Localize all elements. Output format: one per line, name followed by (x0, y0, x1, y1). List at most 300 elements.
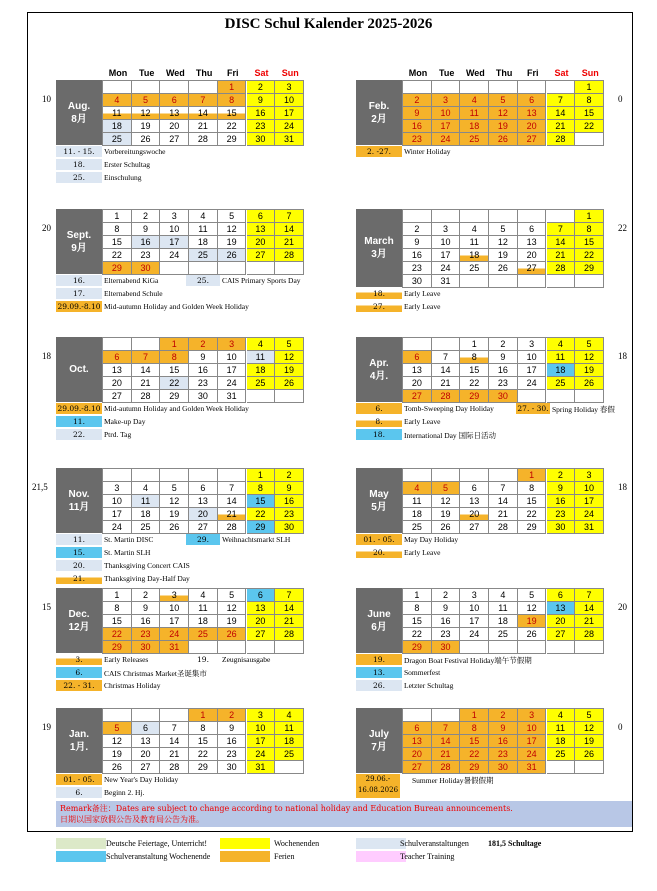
day-cell: 30 (489, 761, 518, 774)
note-date-tag: 8. (356, 416, 402, 427)
school-days-count: 19 (42, 722, 51, 732)
month-name: Oct. (69, 364, 89, 375)
note-date-tag: 18. (56, 159, 102, 170)
day-cell: 8 (247, 482, 276, 495)
day-cell: 17 (518, 364, 547, 377)
note-text: Sommerfest (404, 668, 441, 677)
day-cell: 10 (218, 351, 247, 364)
day-cell: 1 (103, 210, 132, 223)
day-cell: 28 (575, 628, 604, 641)
day-cell: 11 (132, 495, 161, 508)
day-cell: 22 (218, 120, 247, 133)
day-cell: 7 (432, 722, 461, 735)
day-cell: 15 (160, 364, 189, 377)
school-days-count: 22 (618, 223, 627, 233)
day-cell: 17 (432, 249, 461, 262)
note-text: Summer Holiday暑假假期 (412, 776, 494, 785)
day-cell: 20 (518, 120, 547, 133)
month-name: May (369, 488, 389, 500)
remark-line-1: Remark备注：Dates are subject to change according to national holiday and Education Bureau announcements. (60, 804, 513, 813)
month-name-cn: 2月 (371, 113, 387, 125)
day-cell: 6 (518, 94, 547, 107)
month-label (56, 209, 102, 274)
day-cell: 28 (160, 761, 189, 774)
day-cell: 29 (518, 521, 547, 534)
day-cell: 3 (103, 482, 132, 495)
day-cell: 5 (432, 482, 461, 495)
day-cell: 30 (247, 133, 276, 146)
day-cell: 17 (103, 508, 132, 521)
day-cell (547, 81, 576, 94)
day-cell: 9 (403, 236, 432, 249)
day-cell: 18 (103, 120, 132, 133)
day-cell: 22 (103, 628, 132, 641)
day-cell: 14 (547, 236, 576, 249)
day-cell: 2 (489, 338, 518, 351)
day-cell: 7 (189, 94, 218, 107)
day-cell: 7 (575, 589, 604, 602)
day-cell: 23 (247, 120, 276, 133)
day-cell: 20 (547, 615, 576, 628)
month-grid (402, 468, 604, 534)
legend-swatch-ferien (220, 851, 270, 862)
note-date-tag-2: 29. (186, 534, 220, 545)
day-cell: 27 (403, 761, 432, 774)
day-cell: 28 (432, 761, 461, 774)
day-cell: 4 (275, 709, 304, 722)
day-cell: 3 (518, 709, 547, 722)
day-cell: 14 (132, 364, 161, 377)
school-days-count: 18 (618, 351, 627, 361)
note-text: New Year's Day Holiday (104, 775, 179, 784)
day-cell: 14 (160, 735, 189, 748)
note-text: St. Martin SLH (104, 548, 151, 557)
day-cell: 8 (218, 94, 247, 107)
day-cell (103, 709, 132, 722)
day-cell: 17 (160, 236, 189, 249)
day-cell: 1 (460, 338, 489, 351)
day-cell: 23 (547, 508, 576, 521)
day-cell: 10 (160, 602, 189, 615)
note-date-tag: 18. (356, 288, 402, 299)
day-cell (460, 210, 489, 223)
note-text: Mid-autumn Holiday and Golden Week Holiday (104, 302, 249, 311)
note-date-tag: 26. (356, 680, 402, 691)
day-cell (547, 641, 576, 654)
day-cell (275, 262, 304, 275)
day-cell: 24 (432, 262, 461, 275)
day-cell: 29 (218, 133, 247, 146)
day-cell: 5 (132, 94, 161, 107)
day-cell (575, 390, 604, 403)
month-grid (402, 588, 604, 654)
note-date-tag: 3. (56, 654, 102, 665)
day-cell: 19 (518, 615, 547, 628)
day-cell: 26 (489, 133, 518, 146)
day-cell: 28 (189, 133, 218, 146)
day-cell: 3 (460, 589, 489, 602)
day-cell: 15 (103, 236, 132, 249)
legend-label-schulveranstaltung-we: Schulveranstaltung Wochenende (106, 852, 211, 861)
day-cell: 29 (160, 390, 189, 403)
day-cell (489, 210, 518, 223)
day-cell: 11 (189, 223, 218, 236)
day-cell: 9 (275, 482, 304, 495)
day-cell: 30 (547, 521, 576, 534)
month-label (356, 337, 402, 402)
day-cell: 22 (247, 508, 276, 521)
school-days-count: 0 (618, 722, 623, 732)
day-cell: 20 (518, 249, 547, 262)
note-text: Einschulung (104, 173, 142, 182)
day-cell: 4 (403, 482, 432, 495)
day-cell: 19 (218, 236, 247, 249)
day-cell: 5 (275, 338, 304, 351)
day-cell: 24 (247, 748, 276, 761)
day-cell: 23 (403, 262, 432, 275)
day-cell: 30 (189, 390, 218, 403)
day-cell: 18 (460, 249, 489, 262)
day-cell (432, 709, 461, 722)
day-cell: 17 (160, 615, 189, 628)
day-cell (132, 709, 161, 722)
day-cell: 9 (247, 94, 276, 107)
day-cell (518, 210, 547, 223)
month-grid (102, 708, 304, 774)
day-cell: 20 (160, 120, 189, 133)
day-cell: 19 (489, 249, 518, 262)
day-cell: 19 (160, 508, 189, 521)
day-cell (160, 709, 189, 722)
day-cell: 25 (189, 628, 218, 641)
legend-swatch-schulveranstaltung-we (56, 851, 106, 862)
day-cell: 27 (247, 249, 276, 262)
day-cell: 16 (247, 107, 276, 120)
day-cell: 3 (160, 589, 189, 602)
month-grid (402, 708, 604, 774)
day-cell: 28 (547, 262, 576, 275)
month-name-cn: 8月 (71, 113, 87, 125)
day-cell: 4 (247, 338, 276, 351)
day-cell: 16 (132, 236, 161, 249)
day-cell: 22 (518, 508, 547, 521)
month-grid (102, 209, 304, 275)
day-cell: 7 (132, 351, 161, 364)
day-cell (489, 469, 518, 482)
day-cell: 29 (247, 521, 276, 534)
note-date-tag: 15. (56, 547, 102, 558)
day-cell (218, 262, 247, 275)
day-cell: 13 (103, 364, 132, 377)
day-cell: 30 (403, 275, 432, 288)
day-cell: 13 (518, 107, 547, 120)
day-cell: 23 (132, 628, 161, 641)
day-cell: 21 (575, 615, 604, 628)
day-cell: 25 (489, 628, 518, 641)
day-cell: 2 (489, 709, 518, 722)
day-cell: 6 (189, 482, 218, 495)
day-cell: 23 (432, 628, 461, 641)
day-cell: 18 (189, 236, 218, 249)
month-name: March (364, 236, 394, 247)
day-cell: 7 (218, 482, 247, 495)
school-days-count: 10 (42, 94, 51, 104)
day-cell: 5 (103, 722, 132, 735)
day-cell: 27 (160, 133, 189, 146)
note-text: Christmas Holiday (104, 681, 161, 690)
day-cell: 14 (275, 602, 304, 615)
day-cell: 24 (275, 120, 304, 133)
day-cell: 2 (247, 81, 276, 94)
day-cell: 11 (275, 722, 304, 735)
day-cell: 2 (275, 469, 304, 482)
day-cell: 27 (189, 521, 218, 534)
day-cell: 16 (489, 364, 518, 377)
note-date-tag-2: 19. (197, 655, 209, 664)
day-cell (403, 338, 432, 351)
school-days-count: 0 (618, 94, 623, 104)
note-date-tag: 2. -27. (356, 146, 402, 157)
day-cell (132, 81, 161, 94)
day-name: Mon (408, 68, 428, 78)
day-cell: 29 (460, 390, 489, 403)
day-cell: 12 (518, 602, 547, 615)
day-cell: 11 (547, 722, 576, 735)
day-cell: 10 (518, 722, 547, 735)
day-cell: 12 (218, 602, 247, 615)
day-cell: 18 (547, 735, 576, 748)
day-cell: 8 (160, 351, 189, 364)
day-cell (547, 210, 576, 223)
day-cell: 3 (518, 338, 547, 351)
day-cell: 28 (275, 249, 304, 262)
note-date-tag: 22. (56, 429, 102, 440)
day-cell: 22 (460, 748, 489, 761)
day-cell (160, 81, 189, 94)
day-cell: 4 (132, 482, 161, 495)
day-cell: 11 (547, 351, 576, 364)
day-cell: 25 (547, 377, 576, 390)
day-cell: 1 (403, 589, 432, 602)
day-cell: 29 (575, 262, 604, 275)
note-date-tag: 18. (356, 429, 402, 440)
day-cell: 10 (103, 495, 132, 508)
day-cell: 10 (247, 722, 276, 735)
day-cell: 24 (218, 377, 247, 390)
day-cell (247, 641, 276, 654)
note-text: Tomb-Sweeping Day Holiday (404, 404, 494, 413)
day-cell: 18 (460, 120, 489, 133)
month-name-cn: 12月 (68, 621, 90, 633)
day-cell: 16 (547, 495, 576, 508)
day-cell (103, 81, 132, 94)
day-cell: 22 (575, 249, 604, 262)
day-cell: 15 (403, 615, 432, 628)
day-cell: 4 (103, 94, 132, 107)
day-cell: 5 (489, 223, 518, 236)
day-cell: 12 (489, 236, 518, 249)
note-text: Vorbereitungswoche (104, 147, 166, 156)
month-name-cn: 11月 (68, 501, 90, 513)
day-cell (132, 338, 161, 351)
month-name: June (367, 608, 391, 620)
day-cell: 4 (489, 589, 518, 602)
day-cell: 5 (218, 210, 247, 223)
day-cell: 10 (275, 94, 304, 107)
note-text: Ptrd. Tag (104, 430, 132, 439)
day-cell: 9 (218, 722, 247, 735)
day-cell: 14 (547, 107, 576, 120)
day-cell (432, 81, 461, 94)
note-date-tag: 11. (56, 534, 102, 545)
day-cell: 19 (103, 748, 132, 761)
day-cell: 18 (132, 508, 161, 521)
day-cell: 19 (575, 735, 604, 748)
day-cell: 27 (132, 761, 161, 774)
school-days-count: 21,5 (32, 482, 48, 492)
page-title: DISC Schul Kalender 2025-2026 (224, 16, 433, 32)
month-grid (402, 209, 604, 288)
day-cell: 20 (403, 377, 432, 390)
day-cell (460, 469, 489, 482)
month-grid (402, 80, 604, 146)
legend-swatch-feiertage (56, 838, 106, 849)
day-cell: 9 (189, 351, 218, 364)
note-text: Winter Holiday (404, 147, 451, 156)
day-cell (547, 275, 576, 288)
month-grid (102, 468, 304, 534)
day-cell: 13 (403, 364, 432, 377)
day-cell: 23 (275, 508, 304, 521)
day-cell (575, 133, 604, 146)
day-cell: 3 (247, 709, 276, 722)
day-cell: 24 (460, 628, 489, 641)
day-cell: 30 (489, 390, 518, 403)
day-cell: 8 (575, 223, 604, 236)
day-cell: 24 (518, 377, 547, 390)
month-name-cn: 7月 (371, 741, 387, 753)
note-date-tag: 6. (56, 667, 102, 678)
day-cell: 21 (547, 249, 576, 262)
day-cell: 4 (189, 589, 218, 602)
day-cell: 9 (132, 602, 161, 615)
day-cell: 1 (160, 338, 189, 351)
day-cell: 17 (247, 735, 276, 748)
day-cell: 18 (403, 508, 432, 521)
day-cell: 16 (403, 249, 432, 262)
day-cell: 26 (575, 377, 604, 390)
day-cell: 24 (518, 748, 547, 761)
day-cell: 7 (160, 722, 189, 735)
school-days-count: 20 (618, 602, 627, 612)
day-cell: 12 (275, 351, 304, 364)
day-cell: 23 (218, 748, 247, 761)
day-cell: 1 (460, 709, 489, 722)
day-cell: 29 (103, 262, 132, 275)
school-days-count: 20 (42, 223, 51, 233)
day-cell: 3 (575, 469, 604, 482)
day-cell: 26 (218, 249, 247, 262)
note-date-tag-2: 27. - 30. (517, 404, 549, 413)
day-cell: 9 (489, 722, 518, 735)
day-cell: 18 (189, 615, 218, 628)
day-cell (575, 641, 604, 654)
day-cell: 9 (547, 482, 576, 495)
day-cell: 12 (103, 735, 132, 748)
month-name: Apr. (369, 357, 389, 369)
month-label (56, 80, 102, 145)
day-cell (432, 469, 461, 482)
day-cell: 10 (518, 351, 547, 364)
month-label (356, 708, 402, 773)
day-cell: 31 (432, 275, 461, 288)
day-cell: 20 (247, 615, 276, 628)
day-name: Fri (527, 68, 539, 78)
day-cell: 6 (247, 589, 276, 602)
day-cell (460, 641, 489, 654)
day-cell: 8 (460, 351, 489, 364)
day-cell: 12 (160, 495, 189, 508)
day-cell (518, 641, 547, 654)
day-cell (189, 469, 218, 482)
day-cell: 28 (218, 521, 247, 534)
day-cell: 2 (132, 589, 161, 602)
month-grid (102, 80, 304, 146)
day-cell: 3 (275, 81, 304, 94)
note-text: Mid-autumn Holiday and Golden Week Holiday (104, 404, 249, 413)
note-text-2: Weihnachtsmarkt SLH (222, 535, 291, 544)
day-cell: 26 (103, 761, 132, 774)
day-cell: 30 (432, 641, 461, 654)
day-cell: 9 (132, 223, 161, 236)
day-cell (460, 81, 489, 94)
day-cell: 27 (247, 628, 276, 641)
day-cell: 6 (518, 223, 547, 236)
note-date-tag: 6. (56, 787, 102, 798)
day-name: Sat (254, 68, 269, 78)
day-cell (518, 275, 547, 288)
day-cell: 14 (275, 223, 304, 236)
day-cell (489, 81, 518, 94)
month-name: Aug. (67, 100, 91, 112)
day-cell: 26 (132, 133, 161, 146)
day-cell: 18 (547, 364, 576, 377)
note-text-2: CAIS Primary Sports Day (222, 276, 301, 285)
day-cell: 6 (547, 589, 576, 602)
day-cell: 27 (547, 628, 576, 641)
note-text: Make-up Day (104, 417, 146, 426)
day-cell: 6 (132, 722, 161, 735)
day-cell: 2 (132, 210, 161, 223)
day-cell: 14 (432, 364, 461, 377)
day-cell: 12 (432, 495, 461, 508)
day-cell (218, 469, 247, 482)
day-cell: 22 (160, 377, 189, 390)
note-text: Thanksgiving Concert CAIS (104, 561, 190, 570)
note-date-tag: 20. (56, 560, 102, 571)
day-cell: 11 (489, 602, 518, 615)
day-cell (189, 262, 218, 275)
day-cell: 6 (103, 351, 132, 364)
day-cell: 21 (432, 377, 461, 390)
day-cell: 7 (489, 482, 518, 495)
day-cell: 19 (432, 508, 461, 521)
day-cell: 27 (460, 521, 489, 534)
day-cell: 21 (275, 615, 304, 628)
day-cell (518, 81, 547, 94)
month-name: Sept. (66, 229, 92, 241)
day-cell (575, 275, 604, 288)
